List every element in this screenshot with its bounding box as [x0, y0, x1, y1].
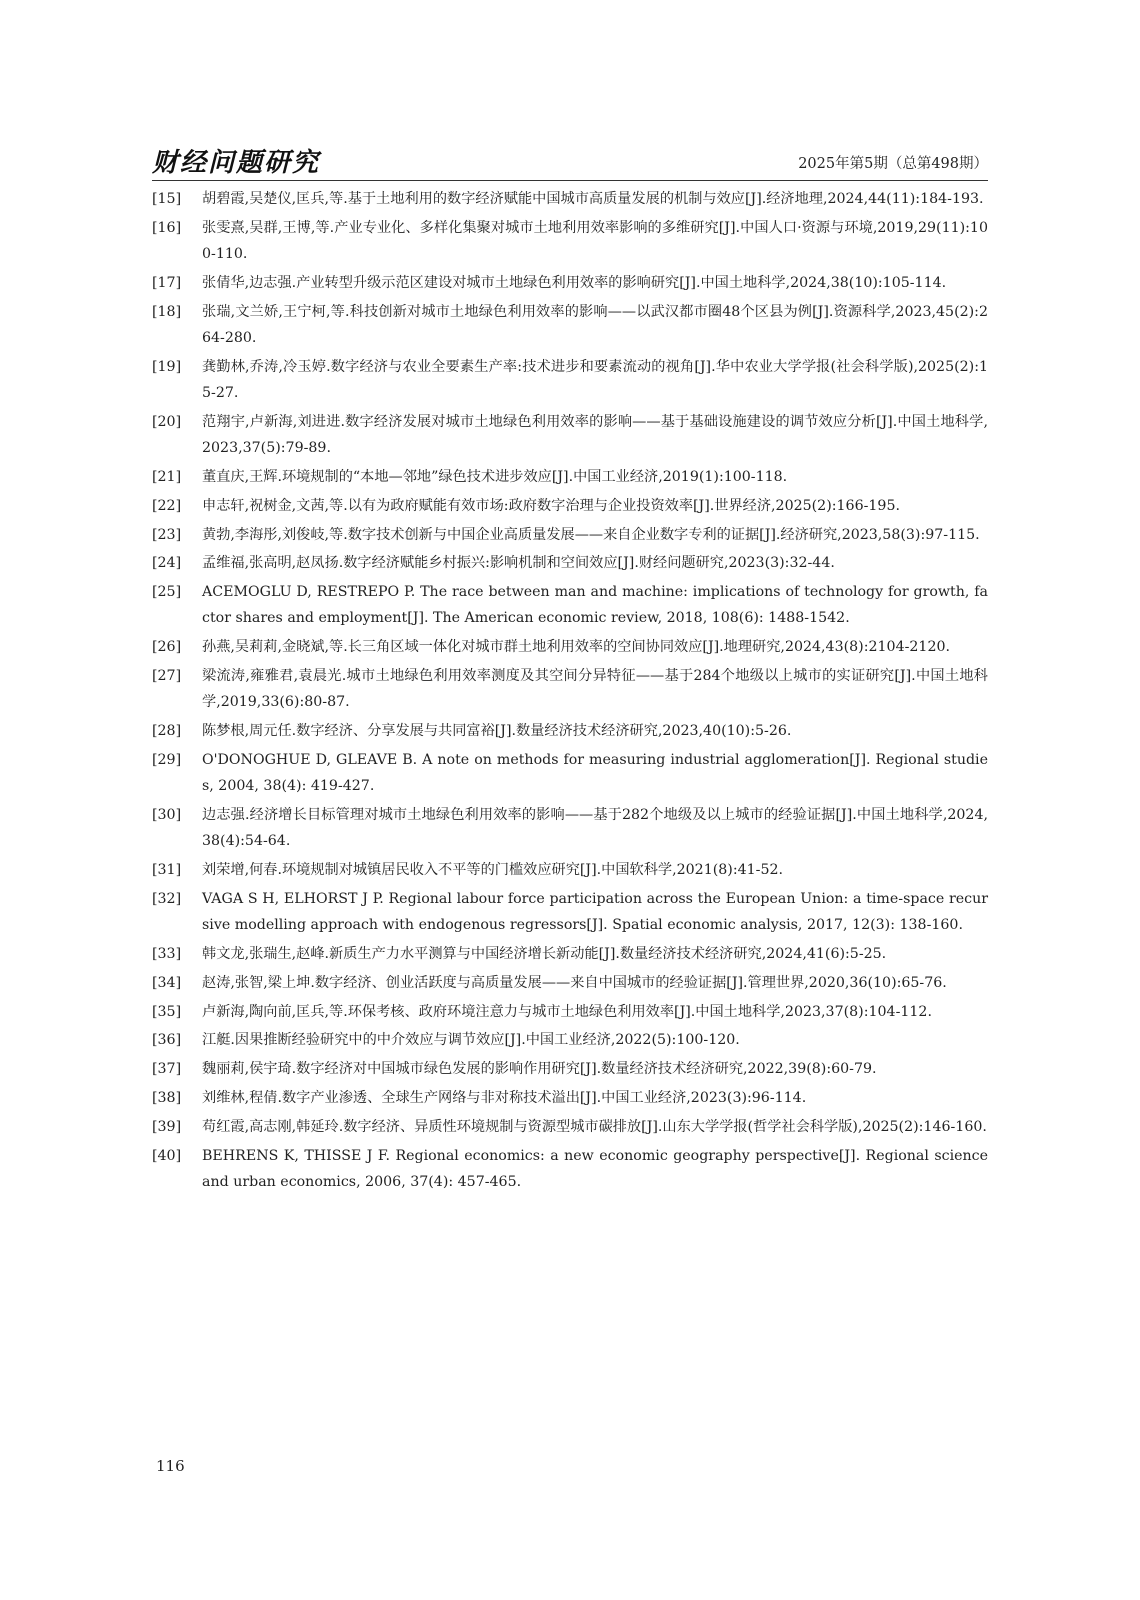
reference-text: 申志轩,祝树金,文茜,等.以有为政府赋能有效市场:政府数字治理与企业投资效率[J].世界经济,2025(2):166-195.	[202, 497, 900, 514]
reference-text: 刘维林,程倩.数字产业渗透、全球生产网络与非对称技术溢出[J].中国工业经济,2023(3):96-114.	[202, 1090, 807, 1106]
reference-number: [19]	[152, 358, 182, 375]
reference-text: 边志强.经济增长目标管理对城市土地绿色利用效率的影响——基于282个地级及以上城市的经验证据[J].中国土地科学,2024,38(4):54-64.	[202, 807, 988, 850]
reference-item	[152, 1027, 988, 1053]
reference-number: [29]	[152, 751, 182, 768]
reference-item	[152, 634, 988, 660]
reference-text: 魏丽莉,侯宇琦.数字经济对中国城市绿色发展的影响作用研究[J].数量经济技术经济研究,2022,39(8):60-79.	[202, 1061, 877, 1078]
reference-text: 卢新海,陶向前,匡兵,等.环保考核、政府环境注意力与城市土地绿色利用效率[J].中国土地科学,2023,37(8):104-112.	[202, 1003, 932, 1020]
reference-text: 张瑞,文兰娇,王宁柯,等.科技创新对城市土地绿色利用效率的影响——以武汉都市圈48个区县为例[J].资源科学,2023,45(2):264-280.	[202, 303, 988, 346]
reference-text: O'DONOGHUE D, GLEAVE B. A note on methods for measuring industrial agglomeration[J]. Regional studies, 2004, 38(4): 419-427.	[202, 751, 988, 795]
reference-item	[152, 550, 988, 576]
reference-item	[152, 409, 988, 462]
reference-item	[152, 718, 988, 744]
reference-item	[152, 1056, 988, 1082]
reference-item	[152, 579, 988, 632]
reference-number: [40]	[152, 1147, 182, 1164]
reference-number: [16]	[152, 219, 182, 236]
reference-number: [24]	[152, 555, 182, 572]
reference-text: 张倩华,边志强.产业转型升级示范区建设对城市土地绿色利用效率的影响研究[J].中国土地科学,2024,38(10):105-114.	[202, 274, 947, 291]
reference-item	[152, 299, 988, 352]
reference-text: 黄勃,李海彤,刘俊岐,等.数字技术创新与中国企业高质量发展——来自企业数字专利的证据[J].经济研究,2023,58(3):97-115.	[202, 526, 980, 543]
reference-item	[152, 941, 988, 967]
reference-number: [17]	[152, 274, 182, 291]
reference-text: 梁流涛,雍雅君,袁晨光.城市土地绿色利用效率测度及其空间分异特征——基于284个地级以上城市的实证研究[J].中国土地科学,2019,33(6):80-87.	[202, 668, 988, 711]
reference-item	[152, 999, 988, 1025]
reference-item	[152, 464, 988, 490]
reference-text: 赵涛,张智,梁上坤.数字经济、创业活跃度与高质量发展——来自中国城市的经验证据[J].管理世界,2020,36(10):65-76.	[202, 974, 947, 991]
reference-number: [25]	[152, 584, 182, 601]
reference-text: 刘荣增,何春.环境规制对城镇居民收入不平等的门槛效应研究[J].中国软科学,2021(8):41-52.	[202, 862, 784, 879]
reference-text: ACEMOGLU D, RESTREPO P. The race between man and machine: implications of technology for growth, factor shares and employment[J]. The American economic review, 2018, 108(6): 1488-1542.	[202, 584, 988, 627]
reference-item	[152, 747, 988, 800]
reference-number: [28]	[152, 723, 182, 740]
reference-text: 孟维福,张高明,赵凤扬.数字经济赋能乡村振兴:影响机制和空间效应[J].财经问题研究,2023(3):32-44.	[202, 555, 835, 572]
reference-list	[152, 186, 988, 1198]
reference-number: [33]	[152, 946, 182, 963]
reference-number: [31]	[152, 862, 182, 879]
reference-text: 龚勤林,乔涛,冷玉婷.数字经济与农业全要素生产率:技术进步和要素流动的视角[J].华中农业大学学报(社会科学版),2025(2):15-27.	[202, 358, 988, 402]
reference-text: 范翔宇,卢新海,刘进进.数字经济发展对城市土地绿色利用效率的影响——基于基础设施建设的调节效应分析[J].中国土地科学,2023,37(5):79-89.	[202, 413, 988, 457]
reference-item	[152, 1085, 988, 1111]
reference-number: [38]	[152, 1090, 182, 1106]
reference-item	[152, 522, 988, 548]
reference-number: [21]	[152, 468, 182, 485]
reference-number: [18]	[152, 303, 182, 320]
page-number: 116	[156, 1457, 185, 1475]
reference-number: [39]	[152, 1118, 182, 1135]
reference-text: 陈梦根,周元任.数字经济、分享发展与共同富裕[J].数量经济技术经济研究,2023,40(10):5-26.	[202, 723, 792, 740]
reference-text: 苟红霞,高志刚,韩延玲.数字经济、异质性环境规制与资源型城市碳排放[J].山东大学学报(哲学社会科学版),2025(2):146-160.	[202, 1118, 987, 1135]
reference-item	[152, 886, 988, 939]
reference-number: [34]	[152, 974, 182, 991]
reference-number: [27]	[152, 668, 182, 685]
reference-text: VAGA S H, ELHORST J P. Regional labour force participation across the European Union: a time-space recursive modelling approach with endogenous regressors[J]. Spatial economic analysis, 2017, 12(3): 138-160.	[202, 890, 988, 934]
reference-number: [35]	[152, 1003, 182, 1020]
reference-text: 韩文龙,张瑞生,赵峰.新质生产力水平测算与中国经济增长新动能[J].数量经济技术经济研究,2024,41(6):5-25.	[202, 946, 887, 963]
reference-number: [36]	[152, 1032, 182, 1049]
journal-name: 财经问题研究	[152, 148, 321, 178]
reference-item	[152, 186, 988, 212]
reference-item	[152, 857, 988, 883]
reference-item	[152, 802, 988, 855]
header-rule	[152, 180, 988, 181]
reference-text: 孙燕,吴莉莉,金晓斌,等.长三角区域一体化对城市群土地利用效率的空间协同效应[J].地理研究,2024,43(8):2104-2120.	[202, 639, 951, 656]
reference-number: [22]	[152, 497, 182, 514]
reference-item	[152, 1143, 988, 1196]
reference-number: [20]	[152, 413, 182, 430]
reference-number: [37]	[152, 1061, 182, 1078]
reference-item	[152, 970, 988, 996]
reference-number: [32]	[152, 890, 182, 907]
reference-text: BEHRENS K, THISSE J F. Regional economics: a new economic geography perspective[J]. Regional science and urban economics, 2006, 37(4): 457-465.	[202, 1147, 988, 1190]
reference-text: 江艇.因果推断经验研究中的中介效应与调节效应[J].中国工业经济,2022(5):100-120.	[202, 1032, 740, 1049]
reference-item	[152, 215, 988, 268]
reference-text: 张雯熹,吴群,王博,等.产业专业化、多样化集聚对城市土地利用效率影响的多维研究[J].中国人口·资源与环境,2019,29(11):100-110.	[202, 219, 988, 263]
issue-info: 2025年第5期（总第498期）	[798, 156, 988, 172]
reference-number: [15]	[152, 191, 182, 207]
reference-text: 胡碧霞,吴楚仪,匡兵,等.基于土地利用的数字经济赋能中国城市高质量发展的机制与效应[J].经济地理,2024,44(11):184-193.	[202, 191, 984, 207]
reference-item	[152, 493, 988, 519]
reference-item	[152, 1114, 988, 1140]
reference-text: 董直庆,王辉.环境规制的“本地—邻地”绿色技术进步效应[J].中国工业经济,2019(1):100-118.	[202, 468, 788, 485]
reference-item	[152, 354, 988, 407]
reference-number: [23]	[152, 526, 182, 543]
reference-item	[152, 270, 988, 296]
reference-number: [26]	[152, 639, 182, 656]
page-header	[152, 148, 988, 180]
reference-number: [30]	[152, 807, 182, 824]
reference-item	[152, 663, 988, 716]
